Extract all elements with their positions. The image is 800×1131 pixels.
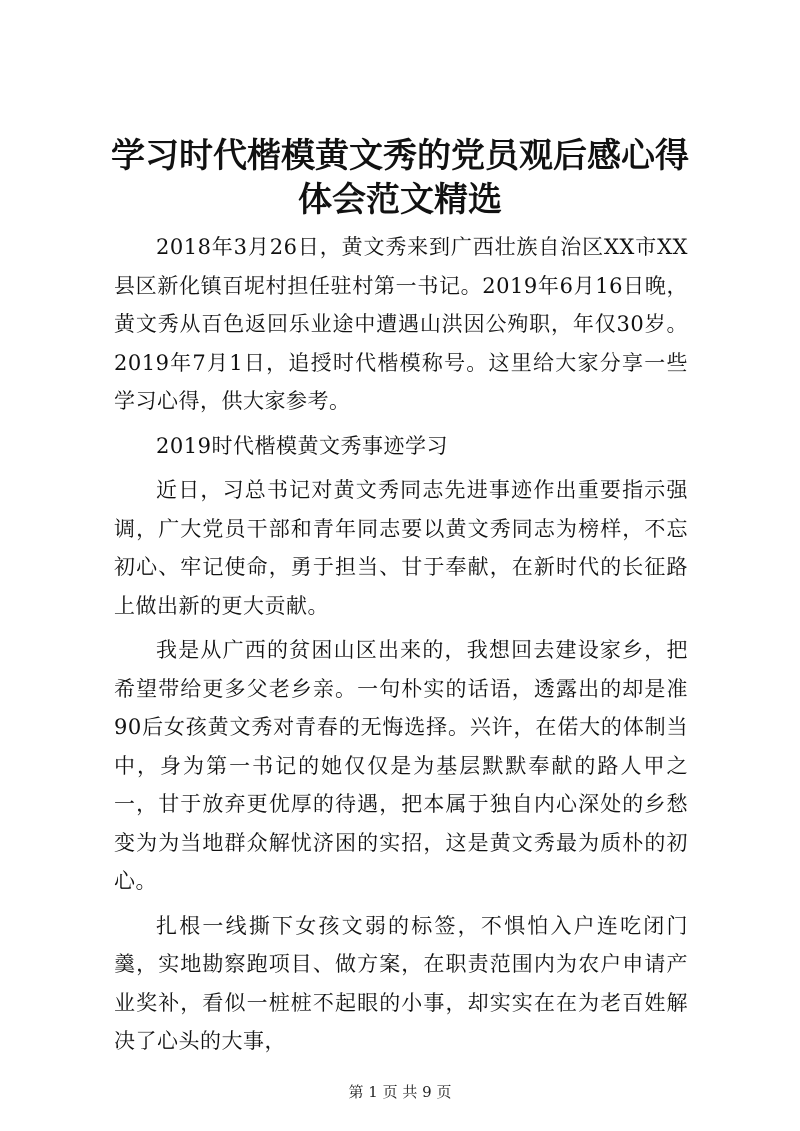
paragraph-intro: 2018年3月26日，黄文秀来到广西壮族自治区XX市XX县区新化镇百坭村担任驻村第一书记。2019年6月16日晚，黄文秀从百色返回乐业途中遭遇山洪因公殉职，年仅30岁。2019年7月1日，追授时代楷模称号。这里给大家分享一些学习心得，供大家参考。 [114, 235, 688, 413]
paragraph-section-heading: 2019时代楷模黄文秀事迹学习 [156, 433, 448, 458]
paragraph-original-aspiration: 我是从广西的贫困山区出来的，我想回去建设家乡，把希望带给更多父老乡亲。一句朴实的话语，透露出的却是准90后女孩黄文秀对青春的无悔选择。兴许，在偌大的体制当中，身为第一书记的她仅仅是为基层默默奉献的路人甲之一，甘于放弃更优厚的待遇，把本属于独自内心深处的乡愁变为为当地群众解忧济困的实招，这是黄文秀最为质朴的初心。 [114, 638, 688, 893]
document-title: 学习时代楷模黄文秀的党员观后感心得体会范文精选 [111, 136, 689, 220]
page-footer: 第 1 页 共 9 页 [348, 1083, 452, 1101]
paragraph-frontline-work: 扎根一线撕下女孩文弱的标签，不惧怕入户连吃闭门羹，实地勘察跑项目、做方案，在职责范围内为农户申请产业奖补，看似一桩桩不起眼的小事，却实实在在为老百姓解决了心头的大事， [114, 913, 688, 1053]
document-body [114, 228, 688, 1067]
paragraph-instruction: 近日，习总书记对黄文秀同志先进事迹作出重要指示强调，广大党员干部和青年同志要以黄文秀同志为榜样，不忘初心、牢记使命，勇于担当、甘于奉献，在新时代的长征路上做出新的更大贡献。 [114, 478, 688, 618]
